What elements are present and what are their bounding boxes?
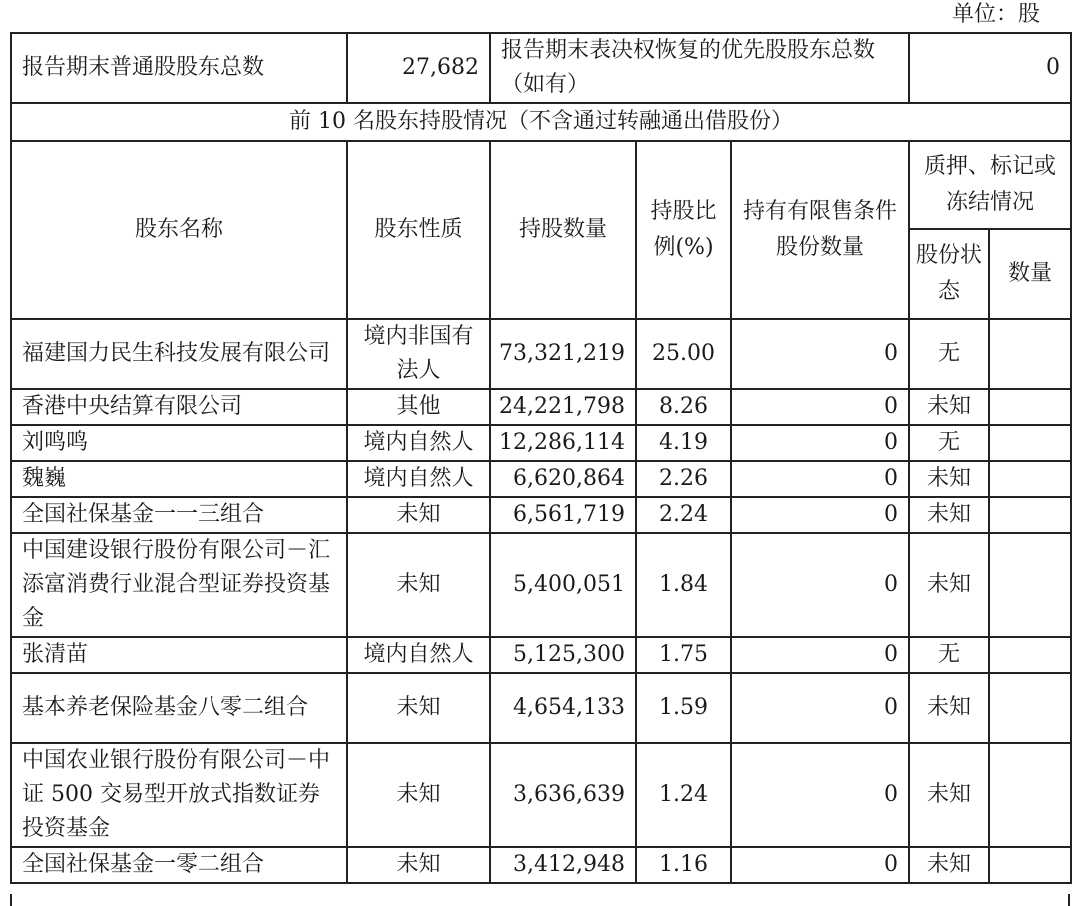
- pledge-quantity: [989, 743, 1071, 847]
- pledge-status: 无: [909, 637, 989, 673]
- pledge-status: 无: [909, 319, 989, 389]
- shareholder-nature: 未知: [347, 847, 490, 883]
- table-row: [11, 461, 1071, 497]
- table-row: [11, 389, 1071, 425]
- table-row: [11, 847, 1071, 883]
- pledge-status: 未知: [909, 497, 989, 533]
- pledge-quantity: [989, 637, 1071, 673]
- shareholder-name: 中国建设银行股份有限公司－汇添富消费行业混合型证券投资基金: [11, 533, 347, 637]
- preferred-holders-value: 0: [909, 33, 1071, 103]
- pledge-status: 未知: [909, 673, 989, 743]
- shares-held: 24,221,798: [490, 389, 636, 425]
- pledge-quantity: [989, 319, 1071, 389]
- shareholder-name: 基本养老保险基金八零二组合: [11, 673, 347, 743]
- table-row: [11, 533, 1071, 637]
- shares-held: 4,654,133: [490, 673, 636, 743]
- shares-held: 3,412,948: [490, 847, 636, 883]
- header-nature: 股东性质: [347, 141, 490, 319]
- shareholder-nature: 其他: [347, 389, 490, 425]
- pledge-quantity: [989, 461, 1071, 497]
- table-row: [11, 497, 1071, 533]
- header-name: 股东名称: [11, 141, 347, 319]
- restricted-shares: 0: [731, 497, 909, 533]
- table-row: [11, 673, 1071, 743]
- shareholder-table: [10, 32, 1072, 884]
- restricted-shares: 0: [731, 743, 909, 847]
- shareholder-name: 全国社保基金一一三组合: [11, 497, 347, 533]
- restricted-shares: 0: [731, 673, 909, 743]
- shareholder-nature: 未知: [347, 673, 490, 743]
- header-shares: 持股数量: [490, 141, 636, 319]
- restricted-shares: 0: [731, 637, 909, 673]
- shareholder-nature: 境内非国有法人: [347, 319, 490, 389]
- shareholder-name: 魏巍: [11, 461, 347, 497]
- holding-ratio: 4.19: [636, 425, 731, 461]
- pledge-quantity: [989, 673, 1071, 743]
- restricted-shares: 0: [731, 847, 909, 883]
- header-ratio: 持股比例(%): [636, 141, 731, 319]
- section-title-row: [11, 103, 1071, 141]
- header-restricted: 持有有限售条件股份数量: [731, 141, 909, 319]
- shares-held: 5,125,300: [490, 637, 636, 673]
- shares-held: 5,400,051: [490, 533, 636, 637]
- pledge-quantity: [989, 425, 1071, 461]
- restricted-shares: 0: [731, 461, 909, 497]
- holding-ratio: 1.75: [636, 637, 731, 673]
- common-holders-label: 报告期末普通股股东总数: [11, 33, 347, 103]
- pledge-status: 未知: [909, 533, 989, 637]
- preferred-holders-label: 报告期末表决权恢复的优先股股东总数（如有）: [490, 33, 909, 103]
- shareholder-name: 香港中央结算有限公司: [11, 389, 347, 425]
- header-pledge-status: 股份状态: [909, 229, 989, 319]
- shareholder-name: 福建国力民生科技发展有限公司: [11, 319, 347, 389]
- shares-held: 6,620,864: [490, 461, 636, 497]
- table-continuation: [10, 894, 1070, 906]
- shareholder-nature: 未知: [347, 743, 490, 847]
- restricted-shares: 0: [731, 389, 909, 425]
- header-pledge-group: 质押、标记或冻结情况: [909, 141, 1071, 229]
- pledge-status: 未知: [909, 389, 989, 425]
- shareholder-nature: 境内自然人: [347, 637, 490, 673]
- summary-row: [11, 33, 1071, 103]
- shareholder-nature: 未知: [347, 497, 490, 533]
- pledge-status: 未知: [909, 461, 989, 497]
- shareholder-nature: 境内自然人: [347, 461, 490, 497]
- pledge-status: 未知: [909, 743, 989, 847]
- shares-held: 3,636,639: [490, 743, 636, 847]
- pledge-status: 无: [909, 425, 989, 461]
- holding-ratio: 1.24: [636, 743, 731, 847]
- holding-ratio: 25.00: [636, 319, 731, 389]
- table-row: [11, 743, 1071, 847]
- section-title: 前 10 名股东持股情况（不含通过转融通出借股份）: [11, 103, 1071, 141]
- restricted-shares: 0: [731, 425, 909, 461]
- shares-held: 73,321,219: [490, 319, 636, 389]
- shareholder-name: 张清苗: [11, 637, 347, 673]
- common-holders-value: 27,682: [347, 33, 490, 103]
- pledge-quantity: [989, 847, 1071, 883]
- shareholder-name: 中国农业银行股份有限公司－中证 500 交易型开放式指数证券投资基金: [11, 743, 347, 847]
- unit-label: 单位：股: [951, 2, 1040, 27]
- pledge-status: 未知: [909, 847, 989, 883]
- shares-held: 6,561,719: [490, 497, 636, 533]
- holding-ratio: 1.16: [636, 847, 731, 883]
- holding-ratio: 2.24: [636, 497, 731, 533]
- shareholder-name: 全国社保基金一零二组合: [11, 847, 347, 883]
- shareholder-nature: 未知: [347, 533, 490, 637]
- header-row-1: [11, 141, 1071, 229]
- table-row: [11, 319, 1071, 389]
- holding-ratio: 8.26: [636, 389, 731, 425]
- holding-ratio: 1.84: [636, 533, 731, 637]
- holding-ratio: 2.26: [636, 461, 731, 497]
- table-row: [11, 425, 1071, 461]
- holding-ratio: 1.59: [636, 673, 731, 743]
- header-pledge-qty: 数量: [989, 229, 1071, 319]
- shareholder-nature: 境内自然人: [347, 425, 490, 461]
- restricted-shares: 0: [731, 533, 909, 637]
- table-row: [11, 637, 1071, 673]
- pledge-quantity: [989, 389, 1071, 425]
- shares-held: 12,286,114: [490, 425, 636, 461]
- shareholder-name: 刘鸣鸣: [11, 425, 347, 461]
- pledge-quantity: [989, 497, 1071, 533]
- pledge-quantity: [989, 533, 1071, 637]
- restricted-shares: 0: [731, 319, 909, 389]
